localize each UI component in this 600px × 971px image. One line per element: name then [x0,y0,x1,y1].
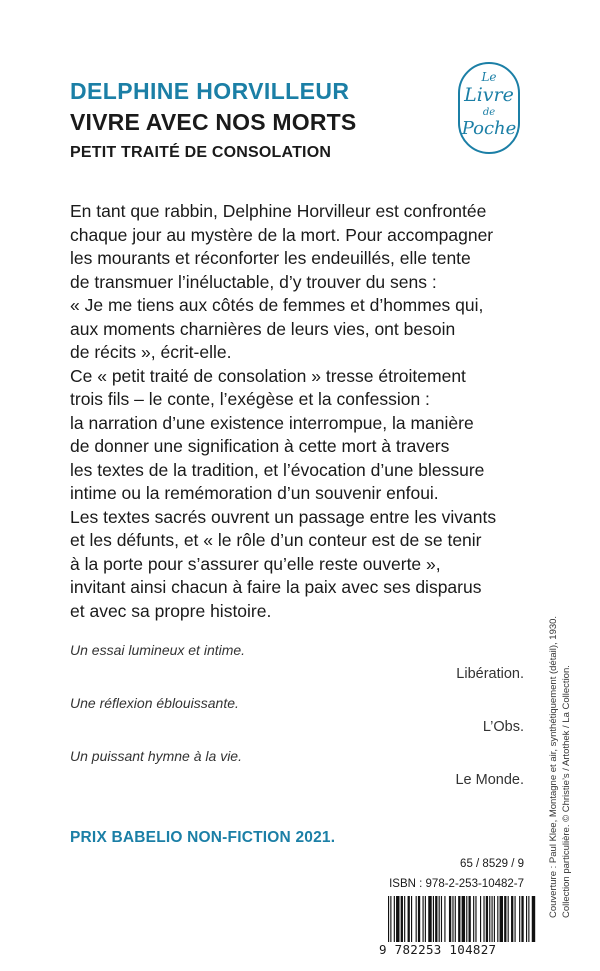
barcode-digits: 9 782253 104827 [379,942,497,957]
quote-source: L’Obs. [482,719,524,735]
back-cover-blurb [70,200,550,623]
barcode-bar [494,896,495,942]
barcode-bar [500,896,503,942]
blurb-line: Ce « petit traité de consolation » tresse étroitement [70,365,466,386]
blurb-line: « Je me tiens aux côtés de femmes et d’hommes qui, [70,295,484,315]
blurb-line: les textes de la tradition, et l’évocation d’une blessure [70,459,485,480]
barcode-bar [521,896,523,942]
barcode-bar [508,896,509,942]
blurb-line: les mourants et réconforter les endeuillés, elle tente [70,248,471,268]
blurb-line: à la porte pour s’assurer qu’elle reste ouverte », [70,553,441,574]
press-quote [70,748,524,801]
logo-text-livre: Livre [464,84,514,106]
barcode-bar [480,896,481,942]
author-name: DELPHINE HORVILLEUR [70,78,350,104]
barcode-bar [411,896,412,942]
barcode-bar [475,896,476,942]
barcode-bar [528,896,529,942]
barcode-bar [390,896,391,942]
barcode-bar [428,896,431,942]
blurb-line: la narration d’une existence interrompue, la manière [70,412,474,433]
barcode-bar [394,896,395,942]
barcode-bar [497,896,498,942]
blurb-line: Les textes sacrés ouvrent un passage entre les vivants [70,506,497,527]
barcode-bar [388,896,389,942]
press-quotes [70,642,524,801]
blurb-line: intime ou la remémoration d’un souvenir enfoui. [70,483,439,503]
barcode-bar [418,896,420,942]
barcode-bar [408,896,410,942]
barcode-bar [444,896,445,942]
quote-text: Une réflexion éblouissante. [70,695,239,711]
barcode-bar [439,896,440,942]
barcode-bar [466,896,467,942]
barcode-bar [433,896,434,942]
barcode-bar [462,896,465,942]
blurb-line: invitant ainsi chacun à faire la paix avec ses disparus [70,577,482,597]
barcode-bar [504,896,506,942]
book-subtitle: PETIT TRAITÉ DE CONSOLATION [70,144,332,161]
logo-text-de: de [482,107,496,118]
barcode-bar [455,896,456,942]
prize-mention: PRIX BABELIO NON-FICTION 2021. [70,829,336,846]
barcode-bar [396,896,399,942]
quote-source: Le Monde. [455,772,524,788]
publisher-logo [458,62,520,154]
blurb-line: de transmuer l’inéluctable, d’y trouver du sens : [70,271,437,292]
blurb-line: chaque jour au mystère de la mort. Pour accompagner [70,224,494,245]
cover-credit [548,588,573,918]
quote-source: Libération. [456,666,524,682]
barcode-bar [483,896,484,942]
barcode-bar [452,896,453,942]
barcode-bar [458,896,460,942]
barcode-bar [489,896,490,942]
quote-text: Un essai lumineux et intime. [70,642,246,658]
blurb-line: de récits », écrit-elle. [70,342,232,362]
blurb-line: et les défunts, et « le rôle d’un conteur est de se tenir [70,530,482,550]
barcode-bar [526,896,527,942]
barcode-bar [404,896,405,942]
barcode-bar [423,896,424,942]
barcode-bar [435,896,437,942]
barcode-bar [473,896,474,942]
logo-text-le: Le [481,70,497,84]
barcode-bar [441,896,442,942]
barcode-bar [416,896,417,942]
logo-text-poche: Poche [461,118,517,139]
barcode-bar [519,896,520,942]
quote-text: Un puissant hymne à la vie. [70,748,242,764]
blurb-line: et avec sa propre histoire. [70,600,272,621]
blurb-line: aux moments charnières de leurs vies, ont besoin [70,318,456,339]
press-quote [70,695,524,748]
blurb-line: trois fils – le conte, l’exégèse et la confession : [70,389,430,409]
barcode-bar [515,896,516,942]
barcode-bar [449,896,451,942]
barcode-bar [469,896,471,942]
book-title: VIVRE AVEC NOS MORTS [70,109,357,135]
blurb-line: En tant que rabbin, Delphine Horvilleur est confrontée [70,201,487,221]
barcode-bar [425,896,426,942]
barcode-bar [532,896,535,942]
press-quote [70,642,524,695]
barcode-bar [401,896,403,942]
credit-line: Collection particulière. © Christie’s / Artothek / La Collection. [560,665,572,918]
barcode-bar [511,896,513,942]
credit-line: Couverture : Paul Klee, Montagne et air, synthétiquement (détail), 1930. [548,615,559,918]
barcode-bar [486,896,488,942]
catalog-code: 65 / 8529 / 9 [460,858,524,870]
blurb-line: de donner une signification à cette mort à travers [70,436,450,456]
barcode-bar [492,896,493,942]
isbn-number: ISBN : 978-2-253-10482-7 [389,878,524,890]
